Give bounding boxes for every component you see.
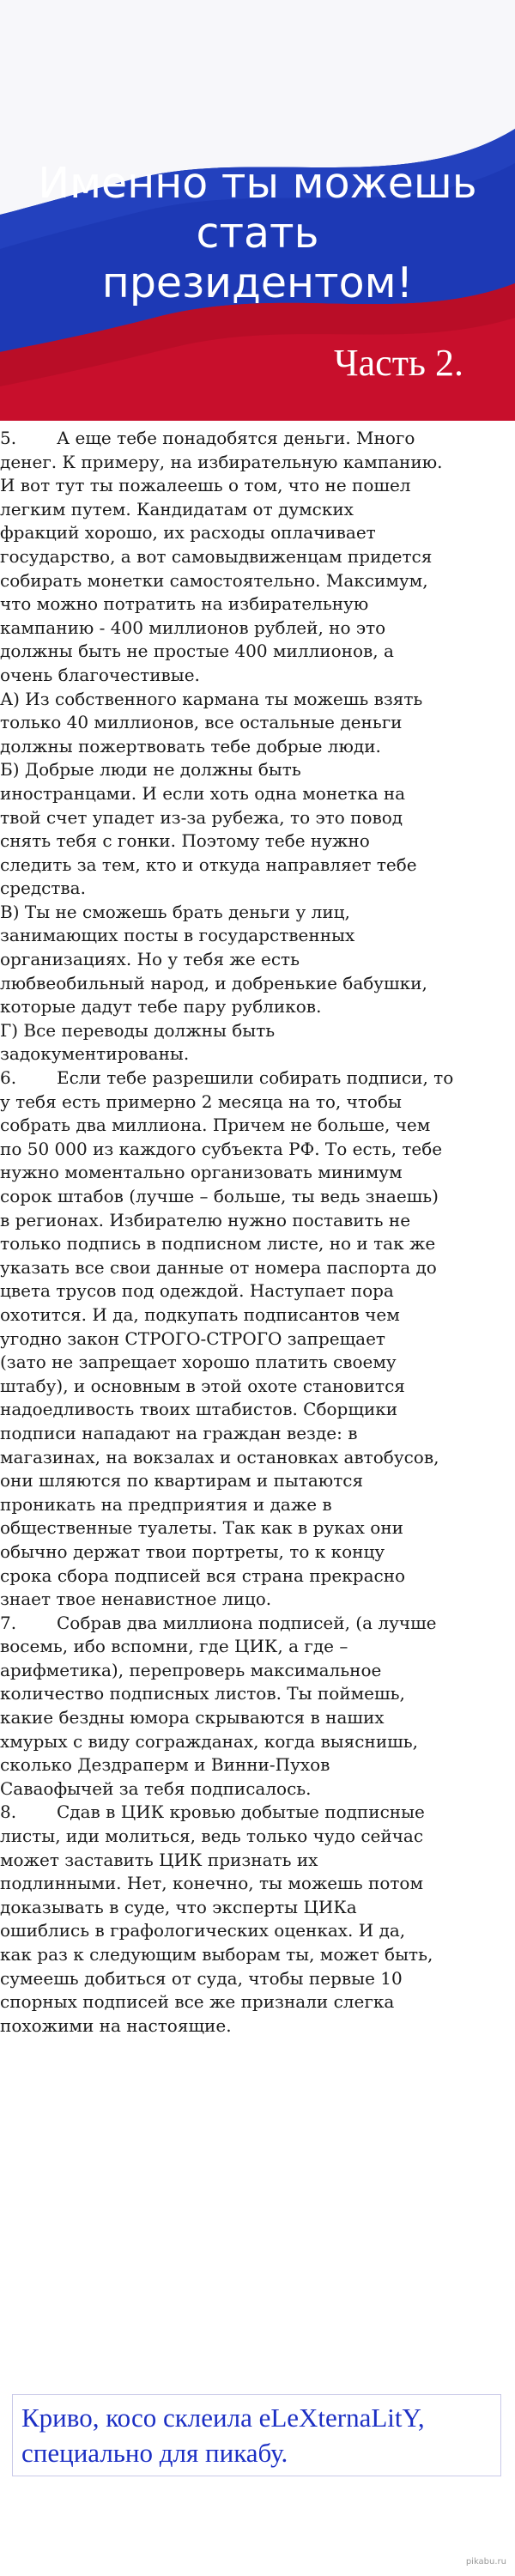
banner-subtitle: Часть 2. (334, 342, 464, 384)
article-line: знает твое ненавистное лицо. (0, 1589, 272, 1610)
article-line: должны пожертвовать тебе добрые люди. (0, 735, 381, 756)
article-line: собирать монетки самостоятельно. Максимум, (0, 569, 428, 591)
article-line: фракций хорошо, их расходы оплачивает (0, 522, 376, 544)
paragraph-number: 6. (0, 1067, 17, 1089)
article-line: что можно потратить на избирательную (0, 593, 369, 615)
article-line: денег. К примеру, на избирательную кампанию. (0, 451, 443, 472)
paragraph-number: 7. (0, 1612, 17, 1633)
article-line: И вот тут ты пожалеешь о том, что не пошел (0, 475, 411, 496)
article-line: по 50 000 из каждого субъекта РФ. То есть, тебе (0, 1138, 443, 1159)
article-line: государство, а вот самовыдвиженцам придется (0, 545, 433, 567)
article-line: срока сбора подписей вся страна прекрасно (0, 1564, 406, 1586)
article-line: доказывать в суде, что эксперты ЦИКа (0, 1896, 357, 1917)
article-line: похожими на настоящие. (0, 2014, 232, 2036)
article-line: занимающих посты в государственных (0, 925, 355, 946)
article-line: штабу), и основным в этой охоте становится (0, 1375, 405, 1396)
article-line: организациях. Но у тебя же есть (0, 949, 300, 970)
banner-title: Именно ты можешь стать президентом! (38, 159, 477, 307)
article-line: сколько Дездраперм и Винни-Пухов (0, 1754, 330, 1776)
pikabu-watermark: pikabu.ru (465, 2557, 506, 2567)
article-line: спорных подписей все же признали слегка (0, 1991, 395, 2013)
article-line: количество подписных листов. Ты поймешь, (0, 1683, 405, 1704)
article-line: общественные туалеты. Так как в руках они (0, 1517, 403, 1539)
article-line: хмурых с виду согражданах, когда выяснишь, (0, 1730, 418, 1752)
article-line: Г) Все переводы должны быть (0, 1019, 276, 1041)
article-line: указать все свои данные от номера паспорта до (0, 1256, 437, 1278)
article-line: подписи нападают на граждан везде: в (0, 1422, 358, 1443)
article-body (0, 427, 515, 2281)
credit-line-2: специально для пикабу. (21, 2438, 288, 2468)
article-line: арифметика), перепроверь максимальное (0, 1659, 382, 1680)
article-line: листы, иди молиться, ведь только чудо сейчас (0, 1826, 424, 1847)
article-line: как раз к следующим выборам ты, может быть, (0, 1944, 433, 1965)
article-line: В) Ты не сможешь брать деньги у лиц, (0, 901, 350, 922)
article-line: твой счет упадет из-за рубежа, то это повод (0, 806, 403, 828)
paragraph-number: 5. (0, 428, 17, 448)
article-line: подлинными. Нет, конечно, ты можешь потом (0, 1873, 424, 1894)
article-line: 5. А еще тебе понадобятся деньги. Много (0, 427, 515, 451)
paragraph-number: 8. (0, 1801, 17, 1823)
article-line: снять тебя с гонки. Поэтому тебе нужно (0, 830, 370, 852)
article-line: охотится. И да, подкупать подписантов чем (0, 1303, 400, 1325)
article-line: цвета трусов под одеждой. Наступает пора (0, 1280, 394, 1302)
article-line: иностранцами. И если хоть одна монетка на (0, 782, 406, 804)
article-line: Саваофычей за тебя подписалось. (0, 1777, 312, 1799)
article-line: 6. Если тебе разрешили собирать подписи, то (0, 1066, 515, 1091)
article-line: А) Из собственного кармана ты можешь взять (0, 688, 423, 709)
article-line: сорок штабов (лучше – больше, ты ведь знаешь) (0, 1186, 439, 1206)
article-line: средства. (0, 878, 86, 899)
article-line: очень благочестивые. (0, 664, 200, 685)
article-line: собрать два миллиона. Причем не больше, чем (0, 1115, 431, 1136)
article-line: должны быть не простые 400 миллионов, а (0, 641, 394, 662)
article-line: которые дадут тебе пару рубликов. (0, 996, 322, 1018)
article-line: (зато не запрещает хорошо платить своему (0, 1352, 397, 1373)
article-line: магазинах, на вокзалах и остановках автобусов, (0, 1446, 439, 1467)
article-line: может заставить ЦИК признать их (0, 1849, 318, 1870)
article-line: ошиблись в графологических оценках. И да, (0, 1920, 406, 1941)
article-line: они шляются по квартирам и пытаются (0, 1470, 364, 1492)
article-line: Б) Добрые люди не должны быть (0, 759, 301, 781)
credit-line-1: Криво, косо склеила eLeXternaLitY, (21, 2403, 425, 2433)
article-line: легким путем. Кандидатам от думских (0, 498, 354, 519)
article-line: 8. Сдав в ЦИК кровью добытые подписные (0, 1801, 515, 1825)
flag-banner (0, 0, 515, 421)
article-line: у тебя есть примерно 2 месяца на то, чтобы (0, 1091, 402, 1112)
article-line: кампанию - 400 миллионов рублей, но это (0, 617, 386, 638)
article-line: сумеешь добиться от суда, чтобы первые 10 (0, 1967, 403, 1989)
article-line: надоедливость твоих штабистов. Сборщики (0, 1399, 398, 1420)
article-line: любвеобильный народ, и добренькие бабушки, (0, 972, 427, 993)
article-line: задокументированы. (0, 1043, 190, 1065)
article-line: только подпись в подписном листе, но и так же (0, 1233, 436, 1255)
article-line: только 40 миллионов, все остальные деньги (0, 712, 403, 733)
credit-box (12, 2394, 501, 2476)
article-line: угодно закон СТРОГО-СТРОГО запрещает (0, 1327, 385, 1349)
article-line: нужно моментально организовать минимум (0, 1162, 403, 1183)
article-line: обычно держат твои портреты, то к концу (0, 1540, 385, 1562)
article-line: в регионах. Избирателю нужно поставить не (0, 1209, 411, 1230)
article-line: восемь, ибо вспомни, где ЦИК, а где – (0, 1636, 348, 1657)
article-line: какие бездны юмора скрываются в наших (0, 1707, 385, 1728)
article-line: проникать на предприятия и даже в (0, 1493, 332, 1515)
article-line: следить за тем, кто и откуда направляет тебе (0, 854, 417, 875)
article-line: 7. Собрав два миллиона подписей, (а лучше (0, 1612, 515, 1636)
